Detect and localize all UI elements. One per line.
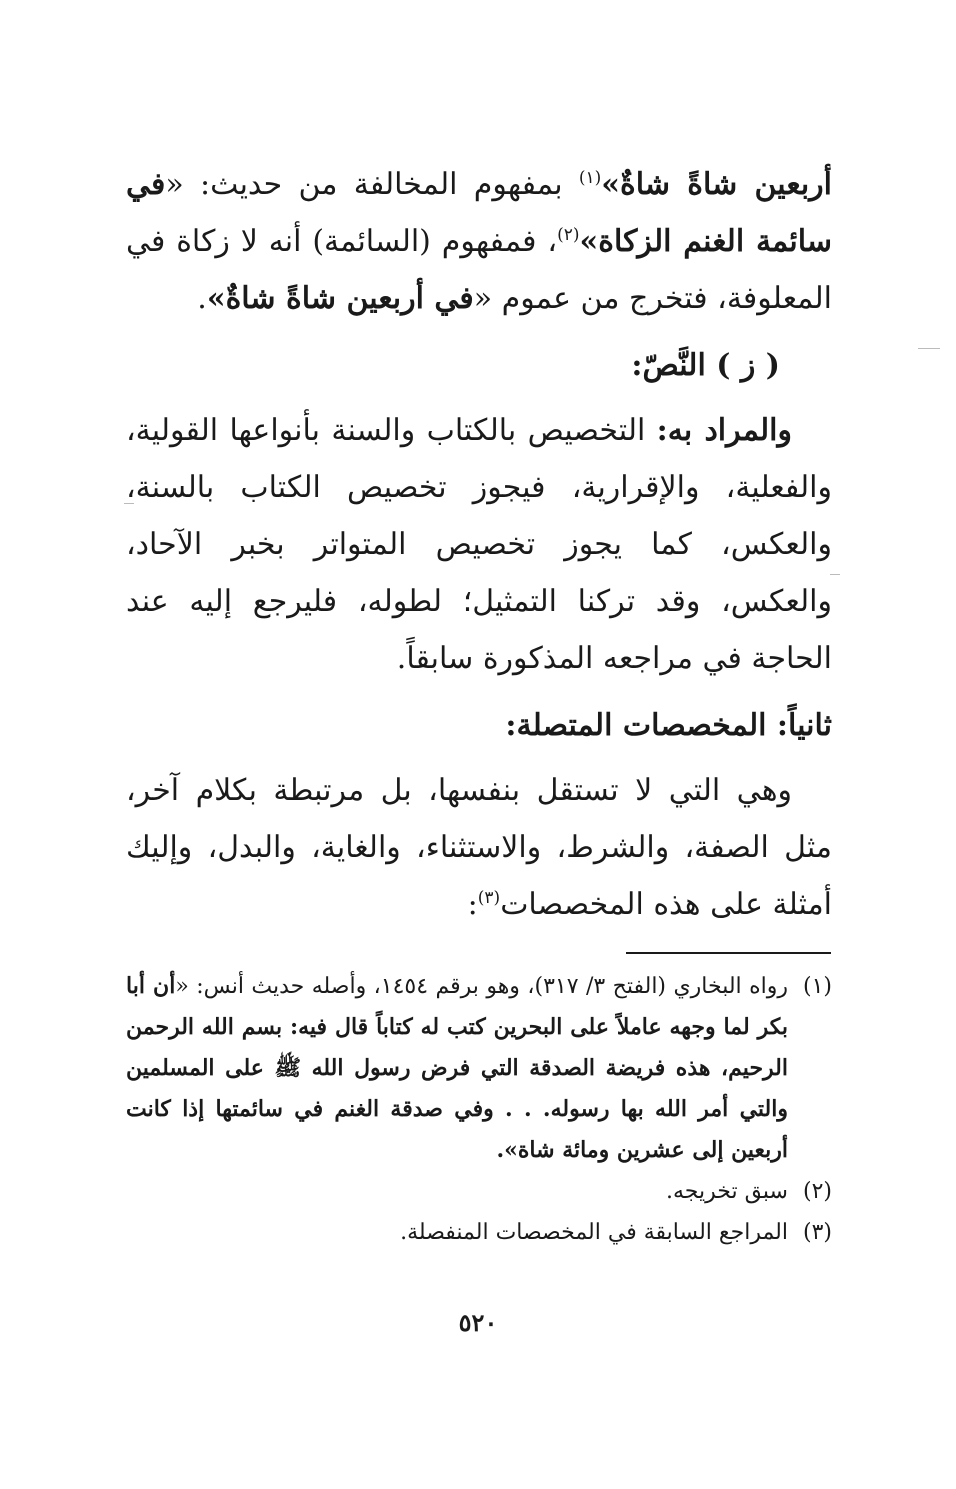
page-number: ٥٢٠: [458, 1308, 498, 1337]
paragraph-3-tail: :: [467, 887, 478, 922]
paragraph-1-bold-end: في أربعين شاةً شاةٌ»: [206, 281, 474, 316]
footnote-1-number: (١): [802, 974, 832, 999]
paragraph-2-bold-start: والمراد به:: [656, 413, 793, 448]
footnote-1-body: [126, 966, 788, 1171]
paragraph-1-bold-start: أربعين شاةً شاةٌ»: [601, 167, 832, 202]
paragraph-3-text: وهي التي لا تستقل بنفسها، بل مرتبطة بكلام آخر، مثل الصفة، والشرط، والاستثناء، والغاية، والبدل، وإليك أمثلة على هذه المخصصات: [126, 773, 832, 922]
heading-second-text: ثانياً: المخصصات المتصلة:: [505, 708, 832, 743]
heading-z-nass: [126, 337, 832, 394]
footnote-1-quote: أن أبا بكر لما وجهه عاملاً على البحرين كتب له كتاباً قال فيه: بسم الله الرحمن الرحيم، هذه فريضة الصدقة التي فرض رسول الله ﷺ على المسلمين والتي أمر الله بها رسوله. . . وفي صدقة الغنم في سائمتها إذا كانت أربعين إلى عشرين ومائة شاة».: [126, 973, 788, 1163]
scan-edge-mark-2: [124, 503, 134, 504]
scan-edge-mark-1: [918, 348, 940, 349]
footnote-1-lead: رواه البخاري (الفتح ٣/ ٣١٧)، وهو برقم ١٤٥٤، وأصله حديث أنس: «: [175, 974, 788, 999]
footnote-ref-2: (٢): [557, 225, 580, 245]
paragraph-1-rest: ، فمفهوم (السائمة) أنه لا زكاة في المعلوفة، فتخرج من عموم «: [126, 224, 832, 316]
paragraph-1-middle: بمفهوم المخالفة من حديث: «: [165, 167, 579, 202]
paragraph-2-rest: التخصيص بالكتاب والسنة بأنواعها القولية، والفعلية، والإقرارية، فيجوز تخصيص الكتاب بالسنة، والعكس، كما يجوز تخصيص المتواتر بخبر الآحاد، والعكس، وقد تركنا التمثيل؛ لطوله، فليرجع إليه عند الحاجة في مراجعه المذكورة سابقاً.: [126, 413, 832, 676]
footnotes: [126, 966, 832, 1253]
footnote-ref-3: (٣): [477, 888, 501, 908]
footnote-3: [126, 1212, 832, 1253]
heading-z-text: ( ز ) النَّصّ:: [631, 348, 780, 383]
heading-connected-specifiers: [126, 697, 832, 754]
footnote-3-body: المراجع السابقة في المخصصات المنفصلة.: [400, 1220, 788, 1245]
footnote-2-body: سبق تخريجه.: [666, 1179, 788, 1204]
paragraph-3: [126, 762, 832, 933]
paragraph-1-hadith: في سائمة الغنم الزكاة»: [126, 167, 832, 259]
footnote-2-number: (٢): [802, 1179, 832, 1204]
scan-edge-mark-3: [830, 574, 840, 575]
footnote-3-number: (٣): [802, 1220, 832, 1245]
paragraph-1: [126, 156, 832, 327]
footnote-1: [126, 966, 832, 1171]
paragraph-1-tail: .: [197, 281, 207, 316]
main-text: [126, 156, 832, 933]
footnote-divider: [626, 952, 831, 954]
paragraph-2: [126, 402, 832, 687]
footnote-ref-1: (١): [578, 168, 602, 188]
footnote-2: [126, 1171, 832, 1212]
